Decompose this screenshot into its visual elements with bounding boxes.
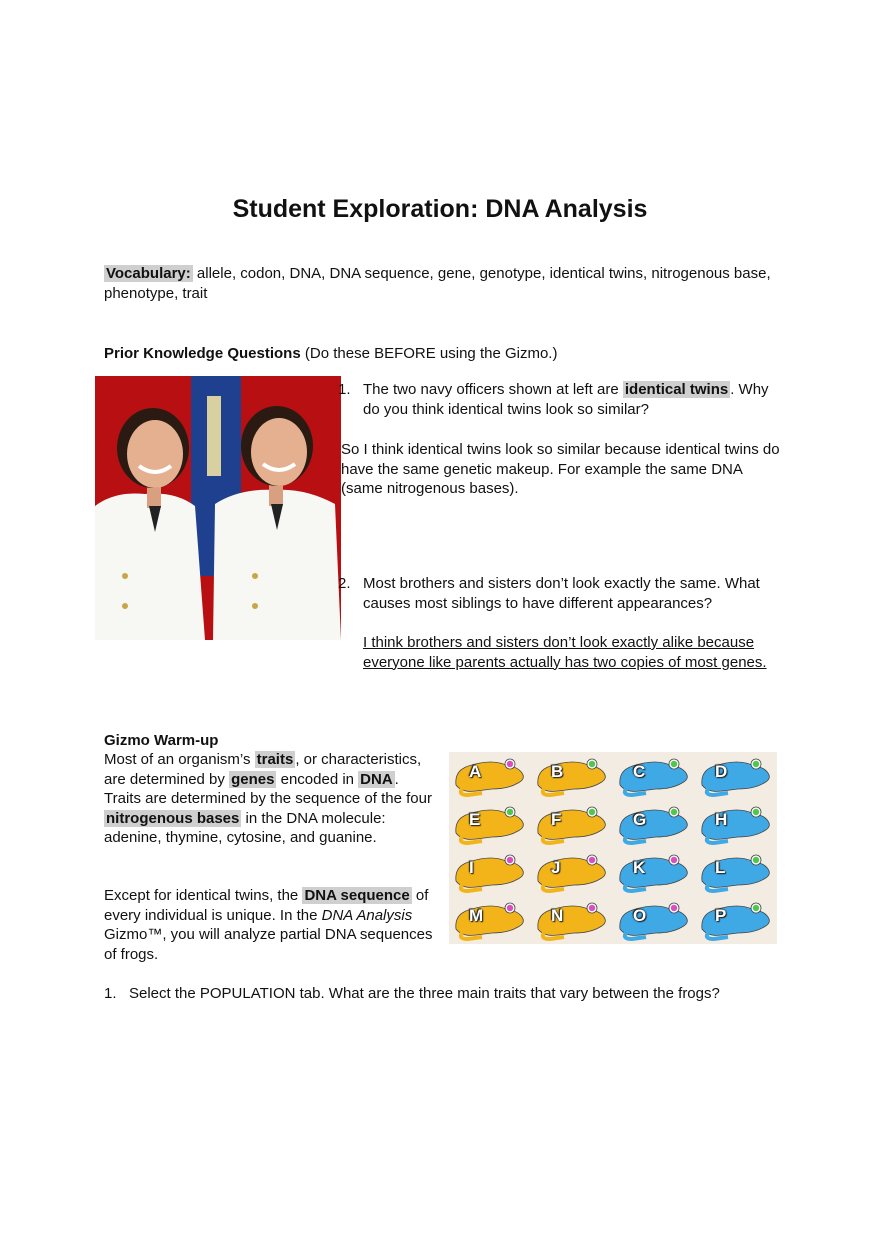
warmup-paragraph-1: [104, 750, 434, 848]
text: . Traits are determined by the sequence of the four: [104, 770, 432, 808]
frog-label: G: [633, 810, 647, 829]
question-number: 1.: [338, 381, 351, 398]
frog-f[interactable]: [531, 800, 613, 848]
prior-question-2: [338, 574, 778, 613]
frog-label: C: [633, 762, 646, 781]
question-text-end: . Why do you think identical twins look so similar?: [363, 381, 769, 418]
vocabulary-terms: allele, codon, DNA, DNA sequence, gene, genotype, identical twins, nitrogenous base, phenotype, trait: [104, 265, 771, 302]
frog-icon: [452, 803, 528, 845]
vocabulary-label: Vocabulary:: [106, 265, 191, 282]
vocabulary-section: [104, 264, 784, 303]
frog-d[interactable]: [695, 752, 777, 800]
frog-l[interactable]: [695, 848, 777, 896]
question-text: The two navy officers shown at left are: [363, 381, 623, 398]
frog-icon: [616, 851, 692, 893]
frog-label: J: [551, 858, 561, 877]
frog-a[interactable]: [449, 752, 531, 800]
frog-icon: [616, 803, 692, 845]
frog-icon: [452, 851, 528, 893]
frog-label: D: [715, 762, 728, 781]
answer-1: [341, 440, 781, 499]
vocab-term-nitrogenous-bases: nitrogenous bases: [106, 809, 240, 827]
frog-icon: [452, 755, 528, 797]
frog-p[interactable]: [695, 896, 777, 944]
frog-icon: [616, 755, 692, 797]
twins-photo: [95, 376, 341, 640]
frog-icon: [698, 755, 774, 797]
frog-icon: [534, 755, 610, 797]
frog-icon: [698, 851, 774, 893]
vocab-term-traits: traits: [256, 751, 294, 768]
frog-m[interactable]: [449, 896, 531, 944]
frog-c[interactable]: [613, 752, 695, 800]
frog-label: M: [469, 906, 484, 925]
text: in the DNA molecule: adenine, thymine, cytosine, and guanine.: [104, 809, 386, 847]
warmup-heading: Gizmo Warm-up: [104, 732, 219, 749]
frog-k[interactable]: [613, 848, 695, 896]
text: , or characteristics, are determined by: [104, 751, 422, 788]
frog-label: O: [633, 906, 647, 925]
frog-j[interactable]: [531, 848, 613, 896]
frog-icon: [452, 899, 528, 941]
answer-1-text: So I think identical twins look so similar because identical twins do have the same genetic makeup. For example the same DNA (same nitrogenous bases).: [341, 441, 780, 498]
frog-icon: [534, 803, 610, 845]
vocab-term-dna-sequence: DNA sequence: [304, 887, 410, 904]
vocab-term-dna: DNA: [360, 770, 393, 788]
frog-e[interactable]: [449, 800, 531, 848]
frog-population-grid: [449, 752, 777, 944]
frog-icon: [616, 899, 692, 941]
text: encoded in: [276, 770, 359, 788]
frog-label: F: [551, 810, 562, 829]
vocab-term-identical-twins: identical twins: [624, 381, 729, 398]
frog-label: K: [633, 858, 646, 877]
frog-icon: [534, 899, 610, 941]
vocab-term-genes: genes: [231, 770, 275, 788]
question-text: Select the POPULATION tab. What are the three main traits that vary between the frogs?: [129, 985, 720, 1002]
frog-h[interactable]: [695, 800, 777, 848]
frog-n[interactable]: [531, 896, 613, 944]
prior-question-1: [338, 380, 778, 419]
frog-icon: [698, 803, 774, 845]
prior-knowledge-note: (Do these BEFORE using the Gizmo.): [304, 345, 558, 362]
prior-knowledge-title: Prior Knowledge Questions: [104, 345, 301, 362]
frog-icon: [534, 851, 610, 893]
frog-label: I: [469, 858, 474, 877]
prior-knowledge-heading: [104, 344, 557, 364]
text: of every individual is unique. In the: [104, 887, 429, 924]
frog-i[interactable]: [449, 848, 531, 896]
frog-label: N: [551, 906, 564, 925]
frog-label: H: [715, 810, 728, 829]
frog-icon: [698, 899, 774, 941]
question-number: 2.: [338, 575, 351, 592]
frog-label: B: [551, 762, 564, 781]
answer-2: I think brothers and sisters don’t look exactly alike because everyone like parents actually has two copies of most genes.: [363, 634, 767, 671]
text: Except for identical twins, the: [104, 887, 303, 904]
gizmo-name: DNA Analysis: [321, 906, 413, 924]
warmup-paragraph-2: [104, 886, 434, 964]
frog-b[interactable]: [531, 752, 613, 800]
frog-o[interactable]: [613, 896, 695, 944]
question-number: 1.: [104, 985, 117, 1002]
frog-label: A: [469, 762, 482, 781]
warmup-question-1: [104, 984, 804, 1004]
frog-label: L: [715, 858, 726, 877]
text: Gizmo™, you will analyze partial DNA sequences of frogs.: [104, 926, 433, 963]
text: Most of an organism’s: [104, 751, 255, 768]
frog-g[interactable]: [613, 800, 695, 848]
question-text: Most brothers and sisters don’t look exactly the same. What causes most siblings to have different appearances?: [363, 575, 760, 612]
frog-label: P: [715, 906, 727, 925]
frog-label: E: [469, 810, 481, 829]
page-title: Student Exploration: DNA Analysis: [232, 195, 648, 223]
